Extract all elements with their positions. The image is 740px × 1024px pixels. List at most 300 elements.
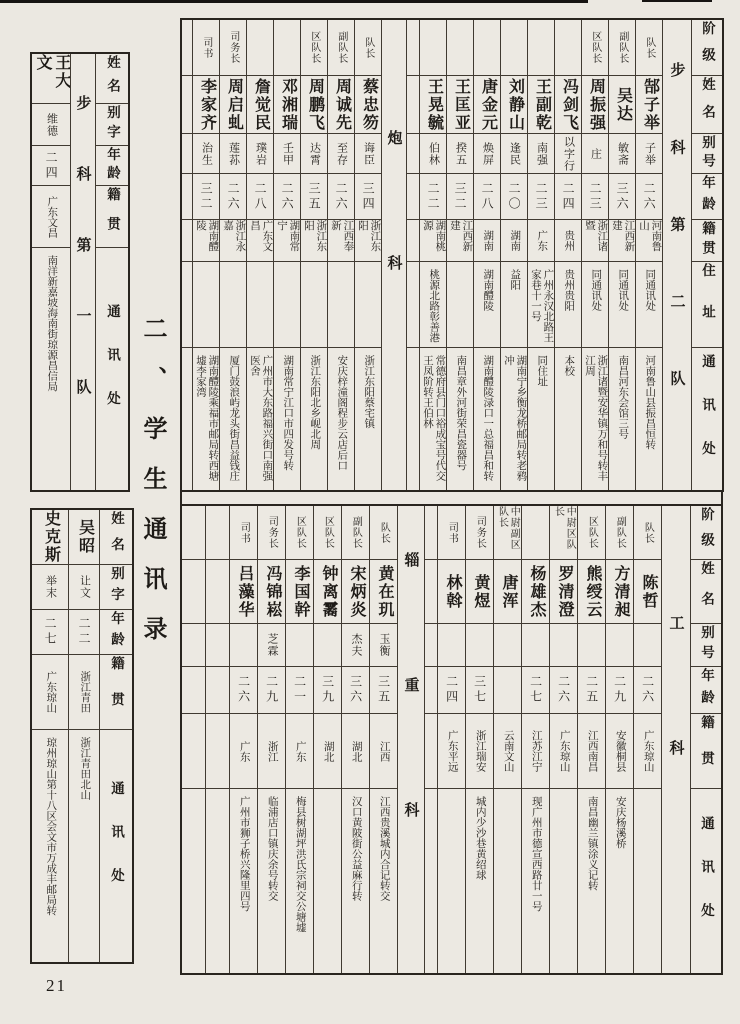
cell-addr: [355, 262, 381, 348]
alias-text: 杰夫: [349, 633, 362, 657]
roster-table-left-continuation: [30, 508, 134, 964]
cell-name: [522, 560, 549, 624]
header-label: 别号: [699, 135, 715, 172]
age-text: 二六: [280, 181, 295, 212]
cell-native: [501, 220, 527, 262]
cell-role: [474, 20, 500, 76]
roster-table-infantry2-artillery: [180, 18, 724, 492]
contact-text: 湖南宁乡衡龙桥邮局转老鸦冲: [503, 355, 527, 481]
cell-name: [220, 76, 246, 134]
cell-age: [69, 610, 99, 655]
header-label: 年龄: [104, 147, 120, 184]
student-column: [219, 20, 246, 490]
role-text: 区队长: [308, 31, 320, 64]
empty-column: [424, 506, 437, 973]
cell-native: [425, 714, 437, 789]
student-column: [581, 20, 608, 490]
cell-age: [420, 174, 446, 220]
cell-age: [182, 174, 192, 220]
cell-contact: [328, 348, 354, 490]
student-column: [465, 506, 493, 973]
native-text: 广东文昌: [46, 195, 58, 238]
cell-age: [501, 174, 527, 220]
cell-age: [314, 667, 341, 714]
cell-contact: [342, 789, 369, 973]
cell-native: [494, 714, 521, 789]
native-text: 湖北: [350, 740, 362, 762]
age-text: 二七: [528, 675, 543, 705]
cell-contact: [609, 348, 635, 490]
cell-age: [550, 667, 577, 714]
header-cell-name: [96, 54, 128, 104]
empty-column: [205, 506, 229, 973]
cell-contact: [182, 789, 205, 973]
name-text: 吴昭: [76, 519, 94, 555]
cell-age: [494, 667, 521, 714]
cell-name: [274, 76, 300, 134]
name-text: 王副乾: [533, 77, 551, 132]
age-text: 二四: [561, 181, 576, 212]
section-label: 辎重科: [402, 552, 419, 927]
age-text: 三六: [615, 181, 630, 212]
cell-native: [634, 714, 661, 789]
cell-role: [550, 506, 577, 560]
roster-table-engineering-transport: [180, 504, 723, 975]
cell-name: [501, 76, 527, 134]
header-label: 住址: [699, 263, 715, 346]
native-text: 江西新建: [449, 220, 473, 252]
alias-text: 芝霖: [265, 633, 278, 657]
name-text: 刘静山: [506, 77, 524, 132]
cell-contact: [522, 789, 549, 973]
cell-contact: [494, 789, 521, 973]
cell-native: [578, 714, 605, 789]
student-column: [229, 506, 257, 973]
cell-contact: [438, 789, 465, 973]
cell-native: [474, 220, 500, 262]
contact-text: 南洋新嘉坡海南街琼源昌信局: [46, 255, 58, 392]
contact-text: 浙江东阳蔡宅镇: [363, 355, 375, 429]
cell-role: [528, 20, 554, 76]
cell-age: [274, 174, 300, 220]
age-text: 二五: [584, 675, 599, 705]
cell-native: [438, 714, 465, 789]
native-text: 湖北: [322, 740, 334, 762]
cell-role: [555, 20, 581, 76]
cell-alias: [447, 134, 473, 174]
header-cell-native: [100, 655, 132, 730]
header-label: 籍贯: [699, 221, 715, 260]
age-text: 二九: [612, 675, 627, 705]
native-text: 湖南醴陵: [195, 220, 219, 252]
role-text: 司务长: [266, 516, 278, 549]
addr-text: 同通讯处: [590, 269, 602, 311]
cell-name: [420, 76, 446, 134]
empty-column: [406, 20, 419, 490]
header-column: [95, 54, 128, 490]
native-text: 浙江东阳: [303, 220, 327, 252]
name-text: 罗清澄: [555, 564, 573, 619]
age-text: 三五: [307, 181, 322, 212]
cell-addr: [420, 262, 446, 348]
header-label: 年龄: [108, 611, 124, 653]
role-text: 司书: [238, 521, 250, 544]
header-label: 别字: [104, 105, 120, 144]
cell-role: [274, 20, 300, 76]
cell-alias: [69, 565, 99, 610]
cell-addr: [447, 262, 473, 348]
age-text: 二八: [480, 181, 495, 212]
age-text: 二六: [236, 675, 251, 705]
cell-alias: [32, 104, 70, 146]
cell-role: [286, 506, 313, 560]
name-text: 吴达: [614, 86, 632, 123]
header-label: 姓名: [108, 511, 124, 563]
addr-text: 贵州贵阳: [563, 269, 575, 311]
cell-native: [606, 714, 633, 789]
cell-contact: [528, 348, 554, 490]
student-column: [608, 20, 635, 490]
age-text: 三九: [320, 675, 335, 705]
cell-name: [550, 560, 577, 624]
student-column: [246, 20, 273, 490]
native-text: 安徽桐县: [614, 730, 626, 772]
cell-role: [220, 20, 246, 76]
cell-name: [466, 560, 493, 624]
cell-name: [634, 560, 661, 624]
cell-addr: [582, 262, 608, 348]
header-cell-contact: [692, 348, 722, 490]
addr-text: 同通讯处: [617, 269, 629, 311]
cell-contact: [466, 789, 493, 973]
cell-age: [220, 174, 246, 220]
student-column: [300, 20, 327, 490]
name-text: 黄在玑: [375, 564, 393, 619]
contact-text: 浙江青田北山: [79, 737, 91, 800]
header-label: 通讯处: [104, 303, 120, 435]
empty-column: [182, 506, 205, 973]
header-label: 籍贯: [698, 715, 714, 787]
section-label: 步科第一队: [74, 94, 91, 450]
contact-text: 浙江诸暨安华镇万和号转丰江周: [584, 355, 608, 481]
contact-text: 江西贵溪城内合记转交: [378, 796, 390, 901]
cell-age: [606, 667, 633, 714]
cell-age: [528, 174, 554, 220]
cell-alias: [230, 624, 257, 667]
age-text: 二〇: [507, 181, 522, 212]
name-text: 方清昶: [611, 564, 629, 619]
alias-text: 焕屏: [481, 141, 494, 166]
cell-alias: [247, 134, 273, 174]
cell-contact: [550, 789, 577, 973]
cell-alias: [328, 134, 354, 174]
header-cell-age: [691, 667, 721, 714]
contact-text: 同住址: [536, 355, 548, 387]
alias-text: 壬甲: [281, 141, 294, 166]
role-text: 司书: [200, 36, 212, 59]
cell-alias: [636, 134, 662, 174]
cell-contact: [301, 348, 327, 490]
cell-native: [193, 220, 219, 262]
section-band: [397, 506, 424, 973]
contact-text: 湖南醴陵乘福市邮局转西塘墟李家湾: [195, 355, 219, 481]
role-text: 副队长: [614, 516, 626, 549]
role-text: 中尉区队长: [552, 506, 576, 550]
header-label: 别字: [108, 566, 124, 608]
cell-name: [286, 560, 313, 624]
alias-text: 揆五: [454, 141, 467, 166]
contact-text: 汉口黄陂街公益麻行转: [350, 796, 362, 901]
cell-alias: [301, 134, 327, 174]
cell-name: [609, 76, 635, 134]
cell-alias: [182, 624, 205, 667]
cell-name: [528, 76, 554, 134]
cell-age: [301, 174, 327, 220]
student-column: [500, 20, 527, 490]
cell-name: [328, 76, 354, 134]
role-text: 中尉副区队长: [496, 506, 520, 550]
native-text: 广东平远: [446, 730, 458, 772]
empty-column: [182, 20, 192, 490]
cell-name: [438, 560, 465, 624]
student-column: [437, 506, 465, 973]
alias-text: 举末: [44, 575, 57, 599]
cell-alias: [258, 624, 285, 667]
cell-native: [609, 220, 635, 262]
age-text: 二九: [264, 675, 279, 705]
contact-text: 浙江东阳北乡岘北周: [309, 355, 321, 450]
cell-contact: [407, 348, 419, 490]
role-text: 区队长: [294, 516, 306, 549]
cell-native: [528, 220, 554, 262]
cell-native: [182, 714, 205, 789]
cell-role: [355, 20, 381, 76]
cell-age: [425, 667, 437, 714]
native-text: 江西南昌: [586, 730, 598, 772]
cell-addr: [182, 262, 192, 348]
name-text: 蔡忠笏: [360, 77, 378, 132]
cell-age: [474, 174, 500, 220]
alias-text: 让文: [78, 575, 91, 599]
student-column: [257, 506, 285, 973]
contact-text: 常德府县门口裕成宝号代交王凤阶转王伯林: [422, 355, 446, 481]
header-label: 姓名: [698, 561, 714, 622]
header-cell-alias: [691, 624, 721, 667]
cell-age: [32, 146, 70, 186]
cell-addr: [301, 262, 327, 348]
cell-age: [193, 174, 219, 220]
cell-alias: [420, 134, 446, 174]
age-text: 二六: [640, 675, 655, 705]
student-column: [32, 54, 70, 490]
native-text: 江苏江宁: [530, 730, 542, 772]
addr-text: 桃源北路彰善港: [428, 269, 440, 343]
contact-text: 厦门鼓浪屿龙头街昌益钱庄: [228, 355, 240, 481]
cell-role: [447, 20, 473, 76]
cell-addr: [193, 262, 219, 348]
cell-age: [258, 667, 285, 714]
cell-role: [407, 20, 419, 76]
addr-text: 益阳: [509, 269, 521, 290]
cell-contact: [474, 348, 500, 490]
cell-contact: [32, 730, 68, 962]
cell-name: [636, 76, 662, 134]
native-text: 河南鲁山: [638, 220, 662, 252]
cell-native: [286, 714, 313, 789]
name-text: 宋炳炎: [347, 564, 365, 619]
alias-text: 诲臣: [362, 141, 375, 166]
cell-alias: [634, 624, 661, 667]
cell-alias: [407, 134, 419, 174]
cell-alias: [193, 134, 219, 174]
page-number: 21: [46, 976, 67, 995]
role-text: 队长: [378, 521, 390, 544]
cell-name: [182, 560, 205, 624]
header-cell-contact: [96, 248, 128, 490]
age-text: 二八: [253, 181, 268, 212]
age-text: 三二: [453, 181, 468, 212]
age-text: 三六: [348, 675, 363, 705]
cell-addr: [407, 262, 419, 348]
header-cell-native: [96, 186, 128, 248]
alias-text: 子举: [643, 141, 656, 166]
cell-role: [501, 20, 527, 76]
contact-text: 现广州市德宣西路廿一号: [530, 796, 542, 912]
cell-role: [342, 506, 369, 560]
name-text: 熊绶云: [583, 564, 601, 619]
cell-contact: [69, 730, 99, 962]
cell-age: [636, 174, 662, 220]
student-column: [577, 506, 605, 973]
section-band: [662, 20, 691, 490]
native-text: 浙江青田: [79, 671, 91, 713]
age-text: 二三: [534, 181, 549, 212]
cell-native: [636, 220, 662, 262]
cell-role: [609, 20, 635, 76]
alias-text: 维德: [45, 112, 58, 137]
cell-native: [32, 655, 68, 730]
role-text: 副队长: [335, 31, 347, 64]
cell-role: [494, 506, 521, 560]
student-column: [605, 506, 633, 973]
cell-contact: [447, 348, 473, 490]
section-label: 炮科: [385, 130, 402, 380]
cell-contact: [420, 348, 446, 490]
cell-contact: [193, 348, 219, 490]
header-label: 别号: [698, 625, 714, 665]
cell-role: [438, 506, 465, 560]
header-label: 年龄: [699, 175, 715, 218]
alias-text: 璞岩: [254, 141, 267, 166]
cell-native: [69, 655, 99, 730]
cell-alias: [32, 565, 68, 610]
header-cell-native: [691, 714, 721, 789]
cell-age: [182, 667, 205, 714]
role-text: 区队长: [589, 31, 601, 64]
name-text: 冯剑飞: [560, 77, 578, 132]
cell-native: [247, 220, 273, 262]
native-text: 浙江诸暨: [584, 220, 608, 252]
native-text: 浙江瑞安: [474, 730, 486, 772]
cell-native: [182, 220, 192, 262]
student-column: [273, 20, 300, 490]
student-column: [635, 20, 662, 490]
cell-alias: [342, 624, 369, 667]
native-text: 广东: [536, 230, 548, 251]
cell-alias: [474, 134, 500, 174]
cell-age: [286, 667, 313, 714]
name-text: 郜子举: [641, 77, 659, 132]
cell-name: [301, 76, 327, 134]
cell-alias: [438, 624, 465, 667]
header-cell-native: [692, 220, 722, 262]
header-cell-addr: [692, 262, 722, 348]
name-text: 钟离霱: [319, 564, 337, 619]
native-text: 湖南常宁: [276, 220, 300, 252]
header-label: 通讯处: [699, 353, 715, 485]
cell-name: [494, 560, 521, 624]
cell-native: [550, 714, 577, 789]
cell-native: [447, 220, 473, 262]
cell-alias: [582, 134, 608, 174]
cell-age: [578, 667, 605, 714]
header-cell-contact: [691, 789, 721, 973]
cell-contact: [230, 789, 257, 973]
roster-table-infantry1: [30, 52, 130, 492]
cell-age: [609, 174, 635, 220]
student-column: [633, 506, 661, 973]
addr-text: 同通讯处: [644, 269, 656, 311]
cell-alias: [425, 624, 437, 667]
contact-text: 安庆杨溪桥: [614, 796, 626, 849]
alias-text: 南强: [535, 141, 548, 166]
native-text: 江西奉新: [330, 220, 354, 252]
contact-text: 广州市狮子桥兴隆里四号: [238, 796, 250, 912]
cell-contact: [425, 789, 437, 973]
cell-addr: [220, 262, 246, 348]
student-column: [473, 20, 500, 490]
cell-role: [634, 506, 661, 560]
cell-age: [438, 667, 465, 714]
age-text: 二三: [588, 181, 603, 212]
header-cell-alias: [692, 134, 722, 174]
cell-age: [466, 667, 493, 714]
cell-native: [355, 220, 381, 262]
cell-native: [32, 186, 70, 248]
cell-native: [555, 220, 581, 262]
native-text: 浙江: [266, 740, 278, 762]
name-text: 王大文: [34, 54, 70, 90]
cell-name: [193, 76, 219, 134]
cell-alias: [501, 134, 527, 174]
cell-name: [32, 54, 70, 104]
cell-name: [230, 560, 257, 624]
cell-age: [328, 174, 354, 220]
cell-age: [582, 174, 608, 220]
age-text: 二二: [77, 617, 92, 647]
cell-age: [230, 667, 257, 714]
header-label: 阶级: [698, 507, 714, 558]
cell-native: [220, 220, 246, 262]
cell-addr: [609, 262, 635, 348]
alias-text: 至存: [335, 141, 348, 166]
cell-addr: [247, 262, 273, 348]
cell-contact: [606, 789, 633, 973]
contact-text: 南昌河东会馆三号: [617, 355, 629, 439]
cell-role: [206, 506, 229, 560]
alias-text: 敏斋: [616, 141, 629, 166]
name-text: 王匡亚: [452, 77, 470, 132]
